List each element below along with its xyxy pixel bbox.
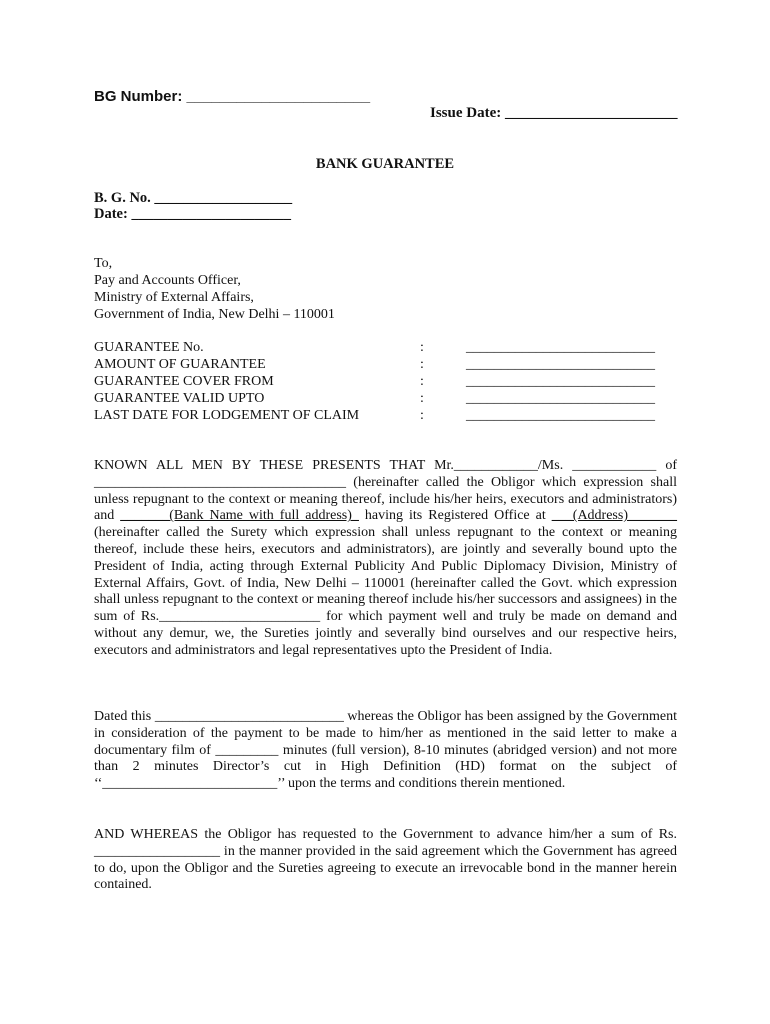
address-line-3: Government of India, New Delhi – 110001 bbox=[94, 307, 335, 322]
document-title: BANK GUARANTEE bbox=[315, 156, 455, 172]
guarantee-colon: : bbox=[420, 408, 424, 423]
address-placeholder: ___(Address)_______ bbox=[551, 508, 677, 524]
issue-date-field: Issue Date: _______________________ bbox=[430, 105, 678, 121]
address-line-1: Pay and Accounts Officer, bbox=[94, 273, 241, 288]
guarantee-blank: ___________________________ bbox=[466, 391, 655, 406]
bg-number-field: BG Number: ______________________ bbox=[94, 88, 371, 105]
para1-text-b: having its Registered Office at bbox=[358, 508, 552, 524]
guarantee-blank: ___________________________ bbox=[466, 408, 655, 423]
para1-text-c: (hereinafter called the Surety which expression shall unless repugnant to the context or meaning thereof, include these heirs, executors and administrators), are jointly and severally bound upto the President of India, acting through External Publicity And Public Diplomacy Division, Ministry of External Affairs, Govt. of India, New Delhi – 110001 (hereinafter called the Govt. which expression shall unless repugnant to the context or meaning thereof include his/her successors and assignees) in the sum of Rs._______________________ for which payment well and truly be made on demand and without any demur, we, the Sureties jointly and severally bind ourselves and our respective heirs, executors and administrators and legal representatives upto the President of India. bbox=[94, 525, 677, 658]
address-line-2: Ministry of External Affairs, bbox=[94, 290, 254, 305]
guarantee-blank: ___________________________ bbox=[466, 340, 655, 355]
bg-no-field: B. G. No. ___________________ bbox=[94, 190, 293, 206]
guarantee-colon: : bbox=[420, 374, 424, 389]
guarantee-paragraph-1 bbox=[94, 458, 677, 660]
guarantee-label: GUARANTEE No. bbox=[94, 340, 204, 355]
guarantee-label: GUARANTEE COVER FROM bbox=[94, 374, 274, 389]
guarantee-blank: ___________________________ bbox=[466, 374, 655, 389]
guarantee-paragraph-2: Dated this ___________________________ whereas the Obligor has been assigned by the Government in consideration of the payment to be made to him/her as mentioned in the said letter to make a documentary film of _________ minutes (full version), 8-10 minutes (abridged version) and not more than 2 minutes Director’s cut in High Definition (HD) format on the subject of ‘‘_________________________’’ upon the terms and conditions therein mentioned. bbox=[94, 709, 677, 792]
guarantee-paragraph-3: AND WHEREAS the Obligor has requested to the Government to advance him/her a sum of Rs. __________________ in the manner provided in the said agreement which the Government has agreed to do, upon the Obligor and the Sureties agreeing to execute an irrevocable bond in the manner herein contained. bbox=[94, 827, 677, 893]
address-to: To, bbox=[94, 256, 113, 271]
guarantee-label: AMOUNT OF GUARANTEE bbox=[94, 357, 266, 372]
guarantee-label: GUARANTEE VALID UPTO bbox=[94, 391, 265, 406]
bank-name-placeholder: _______(Bank Name with full address)_ bbox=[120, 508, 359, 524]
guarantee-blank: ___________________________ bbox=[466, 357, 655, 372]
guarantee-colon: : bbox=[420, 340, 424, 355]
bg-date-field: Date: ______________________ bbox=[94, 206, 291, 222]
para1-text-a: KNOWN ALL MEN BY THESE PRESENTS THAT Mr.____________/Ms. ____________ of ____________________________________ (hereinafter called the Obligor which expression shall unless repugnant to the context or meaning thereof, include his/her heirs, executors and administrators) and bbox=[94, 458, 677, 524]
guarantee-colon: : bbox=[420, 391, 424, 406]
guarantee-colon: : bbox=[420, 357, 424, 372]
guarantee-label: LAST DATE FOR LODGEMENT OF CLAIM bbox=[94, 408, 360, 423]
